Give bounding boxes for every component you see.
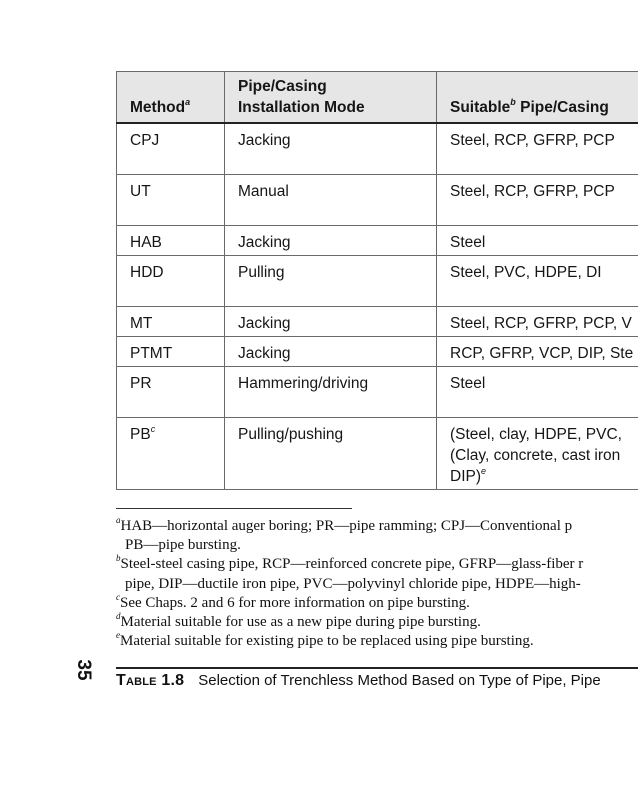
caption-text: Selection of Trenchless Method Based on Type of Pipe, Pipe (198, 672, 601, 689)
page-number: 35 (73, 659, 94, 681)
cell-suitable-pipe (437, 367, 638, 418)
header-installation-mode-line2: Installation Mode (238, 99, 365, 116)
cell-suitable-pipe (437, 418, 638, 490)
header-method (117, 72, 225, 124)
header-installation-mode-line1: Pipe/Casing (238, 78, 327, 95)
suitable-pipe-text: Steel, PVC, HDPE, DI (450, 264, 602, 281)
table-row (117, 123, 638, 175)
suitable-pipe-text: Steel (450, 234, 486, 251)
cell-installation-mode: Pulling (225, 256, 437, 307)
footnote-mark: d (116, 611, 121, 622)
cell-installation-mode: Jacking (225, 226, 437, 256)
suitable-pipe-line (450, 424, 638, 445)
table-row (117, 337, 638, 367)
header-method-footnote-mark: a (185, 96, 191, 107)
footnote-continuation: pipe, DIP—ductile iron pipe, PVC—polyvinyl chloride pipe, HDPE—high- (125, 575, 581, 592)
method-name: HDD (130, 264, 164, 281)
footnote (116, 613, 638, 632)
suitable-pipe-text: Steel (450, 375, 486, 392)
table-caption (116, 671, 638, 691)
suitable-pipe-line (450, 466, 638, 487)
cell-method (117, 418, 225, 490)
header-method-label: Method (130, 99, 186, 116)
method-name: UT (130, 183, 151, 200)
footnote (116, 555, 638, 593)
suitable-pipe-text: Steel, RCP, GFRP, PCP (450, 183, 615, 200)
header-suitable-label-tail: Pipe/Casing (515, 99, 609, 116)
table-header-row (117, 72, 638, 124)
cell-suitable-pipe (437, 226, 638, 256)
footnote-text: See Chaps. 2 and 6 for more information on pipe bursting. (120, 594, 470, 611)
suitable-pipe-text: Steel, RCP, GFRP, PCP, V (450, 315, 632, 332)
suitable-pipe-line (450, 232, 638, 253)
suitable-pipe-line (450, 313, 638, 334)
footnote (116, 517, 638, 555)
suitable-pipe-text: RCP, GFRP, VCP, DIP, Ste (450, 345, 634, 362)
table-row (117, 175, 638, 226)
suitable-pipe-line (450, 262, 638, 283)
cell-method (117, 175, 225, 226)
suitable-pipe-text: (Steel, clay, HDPE, PVC, (450, 426, 622, 443)
table-row (117, 226, 638, 256)
cell-installation-mode: Jacking (225, 307, 437, 337)
method-name: PB (130, 426, 151, 443)
suitable-pipe-text: DIP) (450, 468, 481, 485)
table-row (117, 367, 638, 418)
footnote-mark: b (116, 553, 121, 564)
footnote (116, 632, 638, 651)
cell-suitable-pipe (437, 256, 638, 307)
suitable-pipe-text: Steel, RCP, GFRP, PCP (450, 132, 615, 149)
footnote-mark: e (116, 630, 120, 641)
method-name: CPJ (130, 132, 160, 149)
cell-method (117, 337, 225, 367)
suitable-footnote-mark: e (481, 465, 487, 476)
cell-installation-mode: Pulling/pushing (225, 418, 437, 490)
caption-rule (116, 667, 638, 669)
cell-installation-mode: Jacking (225, 123, 437, 175)
cell-suitable-pipe (437, 123, 638, 175)
cell-suitable-pipe (437, 337, 638, 367)
footnote-text: HAB—horizontal auger boring; PR—pipe ramming; CPJ—Conventional p (120, 518, 573, 534)
table-row (117, 256, 638, 307)
method-name: HAB (130, 234, 162, 251)
header-installation-mode (225, 72, 437, 124)
footnote-text: Material suitable for use as a new pipe during pipe bursting. (120, 614, 481, 631)
table-row (117, 307, 638, 337)
suitable-pipe-line (450, 445, 638, 466)
footnote-text: Material suitable for existing pipe to be replaced using pipe bursting. (120, 633, 534, 650)
cell-installation-mode: Manual (225, 175, 437, 226)
cell-method (117, 307, 225, 337)
method-name: PTMT (130, 345, 173, 362)
footnote (116, 591, 638, 613)
header-suitable-pipe (437, 72, 638, 124)
suitable-pipe-line (450, 181, 638, 202)
footnote-mark: c (116, 591, 120, 602)
cell-installation-mode: Hammering/driving (225, 367, 437, 418)
suitable-pipe-text: (Clay, concrete, cast iron (450, 447, 621, 464)
cell-method (117, 123, 225, 175)
cell-method (117, 226, 225, 256)
footnote-divider (116, 508, 352, 509)
method-name: PR (130, 375, 152, 392)
footnote-text: Steel-steel casing pipe, RCP—reinforced concrete pipe, GFRP—glass-fiber r (120, 556, 584, 573)
method-footnote-mark: c (150, 423, 156, 434)
cell-suitable-pipe (437, 307, 638, 337)
header-suitable-footnote-mark: b (510, 96, 516, 107)
suitable-pipe-line (450, 130, 638, 151)
footnote-mark: a (116, 515, 121, 525)
header-suitable-label: Suitable (450, 99, 511, 116)
method-selection-table (116, 71, 638, 490)
suitable-pipe-line (450, 343, 638, 364)
caption-label: Table 1.8 (116, 672, 185, 689)
cell-installation-mode: Jacking (225, 337, 437, 367)
table-row (117, 418, 638, 490)
cell-method (117, 256, 225, 307)
cell-method (117, 367, 225, 418)
cell-suitable-pipe (437, 175, 638, 226)
footnote-continuation: PB—pipe bursting. (125, 537, 241, 554)
method-name: MT (130, 315, 153, 332)
footnotes (116, 517, 638, 651)
suitable-pipe-line (450, 373, 638, 394)
